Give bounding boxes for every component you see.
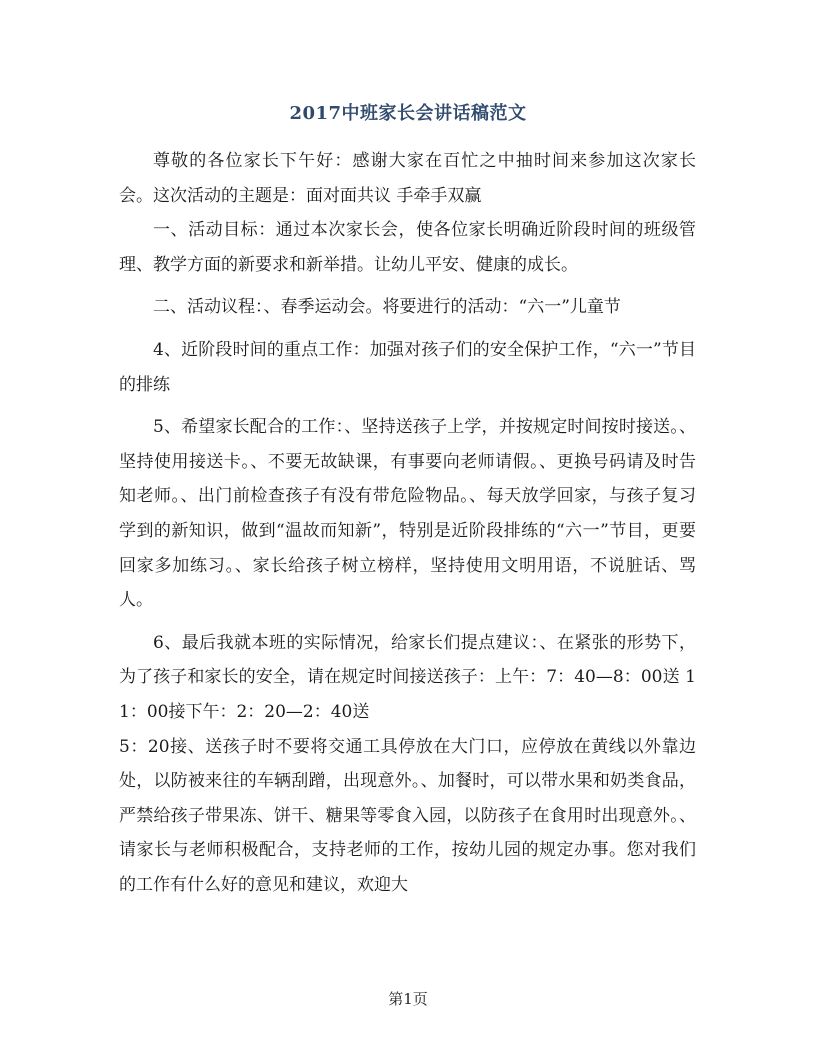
- paragraph-key-work: 4、近阶段时间的重点工作：加强对孩子们的安全保护工作，“六一”节目的排练: [119, 339, 696, 395]
- document-title: 2017中班家长会讲话稿范文: [289, 103, 527, 124]
- paragraph-pickup-rules: 5：20接、送孩子时不要将交通工具停放在大门口，应停放在黄线以外靠边处，以防被来往的车辆刮蹭，出现意外。、加餐时，可以带水果和奶类食品，严禁给孩子带果冻、饼干、糖果等零食入园，以防孩子在食用时出现意外。、请家长与老师积极配合，支持老师的工作，按幼儿园的规定办事。您对我们的工作有什么好的意见和建议，欢迎大: [119, 736, 696, 895]
- page-number: 第1页: [388, 990, 428, 1008]
- paragraph-parent-cooperation: 5、希望家长配合的工作：、坚持送孩子上学，并按规定时间按时接送。、坚持使用接送卡。、不要无故缺课，有事要向老师请假。、更换号码请及时告知老师。、出门前检查孩子有没有带危险物品。、每天放学回家，与孩子复习学到的新知识，做到“温故而知新”，特别是近阶段排练的“六一”节目，更要回家多加练习。、家长给孩子树立榜样，坚持使用文明用语，不说脏话、骂人。: [119, 417, 696, 611]
- paragraph-agenda: 二、活动议程：、春季运动会。将要进行的活动：“六一”儿童节: [153, 297, 621, 318]
- paragraph-goal: 一、活动目标：通过本次家长会，使各位家长明确近阶段时间的班级管理、教学方面的新要求和新举措。让幼儿平安、健康的成长。: [119, 220, 696, 275]
- document-body: [119, 144, 696, 902]
- paragraph-suggestions: 6、最后我就本班的实际情况，给家长们提点建议：、在紧张的形势下，为了孩子和家长的安全，请在规定时间接送孩子：上午：7：40—8：00送 11：00接下午：2：20—2：40送: [119, 632, 696, 722]
- paragraph-greeting: 尊敬的各位家长下午好：感谢大家在百忙之中抽时间来参加这次家长会。这次活动的主题是：面对面共议 手牵手双赢: [119, 151, 696, 206]
